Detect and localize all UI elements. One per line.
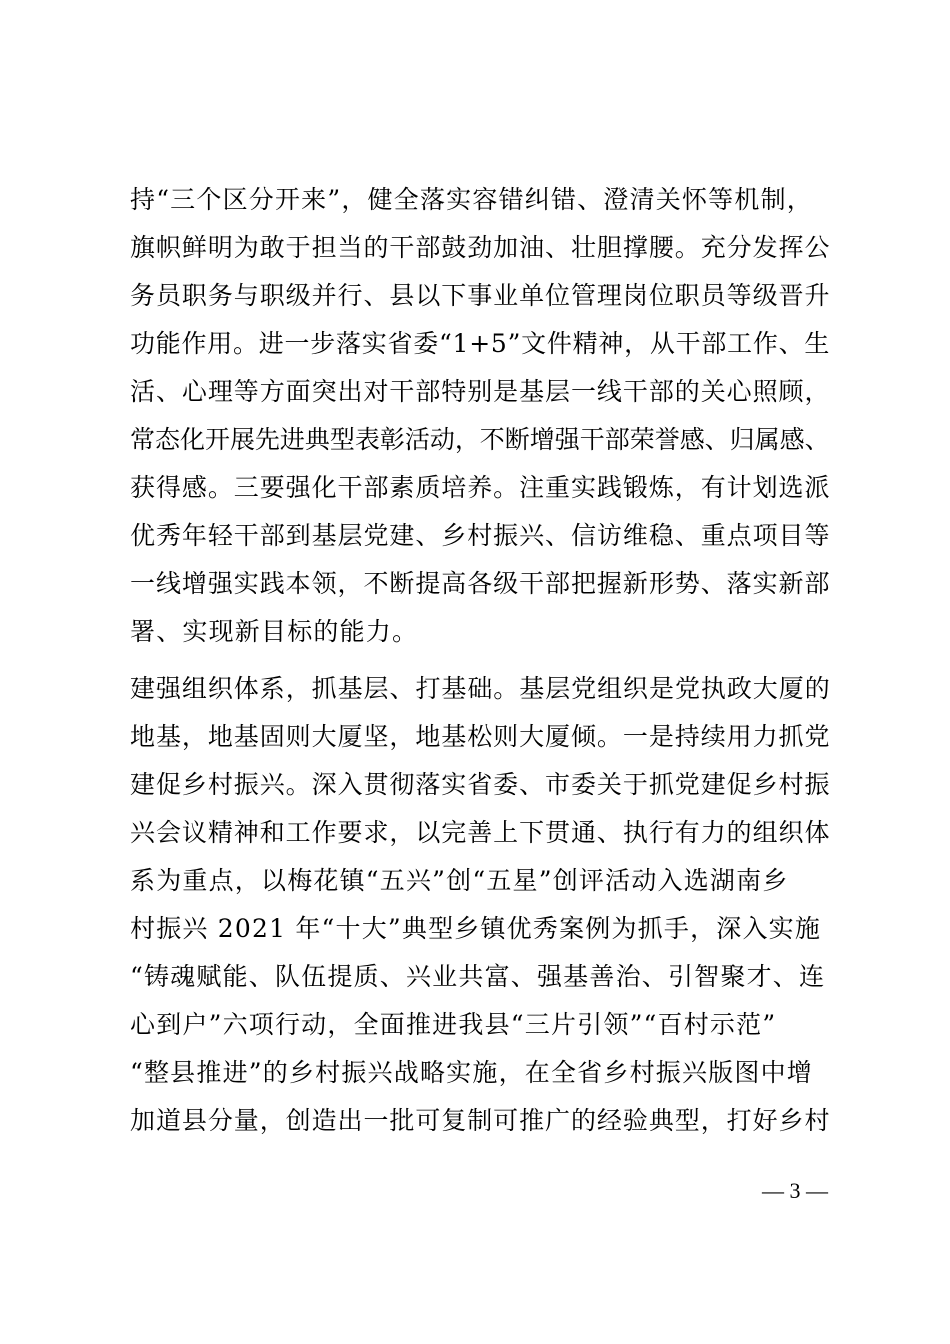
text-line: 功能作用。进一步落实省委“1+5”文件精神，从干部工作、生: [130, 329, 831, 358]
text-line: 务员职务与职级并行、县以下事业单位管理岗位职员等级晋升: [130, 281, 831, 310]
text-line: 系为重点，以梅花镇“五兴”创“五星”创评活动入选湖南乡: [130, 866, 789, 895]
text-line: “铸魂赋能、队伍提质、兴业共富、强基善治、引智聚才、连: [130, 962, 826, 991]
text-line: 活、心理等方面突出对干部特别是基层一线干部的关心照顾，: [130, 377, 831, 406]
page-number: — 3 —: [762, 1178, 828, 1203]
paragraph-organization-system: [130, 665, 830, 1145]
text-line: 持“三个区分开来”，健全落实容错纠错、澄清关怀等机制，: [130, 185, 813, 214]
text-line: 兴会议精神和工作要求，以完善上下贯通、执行有力的组织体: [130, 818, 831, 847]
text-line: 建促乡村振兴。深入贯彻落实省委、市委关于抓党建促乡村振: [130, 770, 831, 799]
text-line: 署、实现新目标的能力。: [130, 617, 419, 646]
text-line: 获得感。三要强化干部素质培养。注重实践锻炼，有计划选派: [130, 473, 831, 502]
text-line: “整县推进”的乡村振兴战略实施，在全省乡村振兴版图中增: [130, 1058, 813, 1087]
text-line: 心到户”六项行动，全面推进我县“三片引领”“百村示范”: [130, 1010, 777, 1039]
text-line: 一线增强实践本领，不断提高各级干部把握新形势、落实新部: [130, 569, 831, 598]
text-line: 常态化开展先进典型表彰活动，不断增强干部荣誉感、归属感、: [130, 425, 830, 454]
paragraph-cadre-care: [130, 176, 830, 656]
text-line: 建强组织体系，抓基层、打基础。基层党组织是党执政大厦的: [130, 674, 831, 703]
text-line: 地基，地基固则大厦坚，地基松则大厦倾。一是持续用力抓党: [130, 722, 831, 751]
text-line: 加道县分量，创造出一批可复制可推广的经验典型，打好乡村: [130, 1106, 831, 1135]
text-line: 优秀年轻干部到基层党建、乡村振兴、信访维稳、重点项目等: [130, 521, 831, 550]
text-line: 村振兴 2021 年“十大”典型乡镇优秀案例为抓手，深入实施: [130, 914, 822, 943]
text-line: 旗帜鲜明为敢于担当的干部鼓劲加油、壮胆撑腰。充分发挥公: [130, 233, 831, 262]
